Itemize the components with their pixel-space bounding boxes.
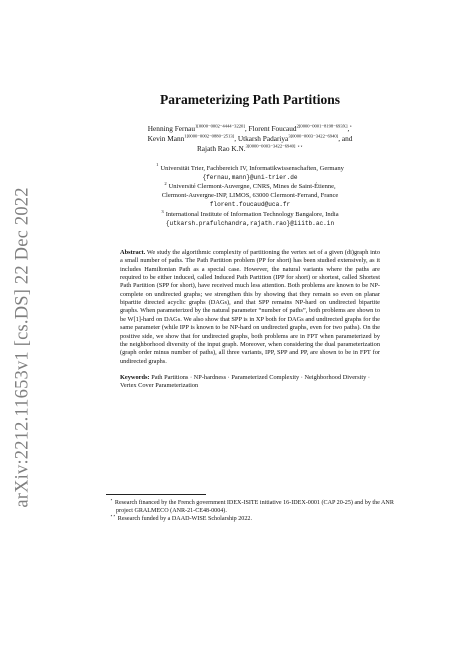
footnote: ⋆⋆Research funded by a DAAD-WISE Scholarship 2022. [110,513,252,523]
orcid-id: 3[0000−0003−3422−6940] [288,133,339,139]
arxiv-stamp [8,182,38,512]
abstract-label: Abstract. [120,248,146,256]
email: florent.foucaud@uca.fr [209,201,291,209]
footnote-mark: ⋆⋆ [297,143,304,149]
footnote-mark: ⋆ [349,123,353,129]
footnote: ⋆Research financed by the French government IDEX-ISITE initiative 16-IDEX-0001 (CAP 20-25) and by the ANR project GRALMECO (ANR-21-CE48-0004). [110,496,394,515]
orcid-id: 2[0000−0001−8198−693X] [296,123,348,129]
paper-title: Parameterizing Path Partitions [160,92,340,107]
email: {fernau,mann}@uni-trier.de [202,173,298,181]
author: Utkarsh Padariya$^{3[0000-0003-3422-6940]}$, and [237,133,353,144]
author: Kevin Mann$^{1[0000-0002-0880-2513]}$, [147,133,238,144]
author: Florent Foucaud$^{2[0000-0001-8198-693X]}$,⋆ [248,123,353,133]
affiliation: $^1$ Universität Trier, Fachbereich IV, Informatikwissenschaften, Germany {fernau,mann}@uni-trier.de [156,162,344,181]
footnotes [106,494,394,524]
keywords-text: Path Partitions · NP-hardness · Parameterized Complexity · Neighborhood Diversity · Vertex Cover Parameterization [120,373,371,390]
arxiv-id: arXiv:2212.11653v1 [cs.DS] 22 Dec 2022 [12,186,33,508]
affiliation: $^2$ Université Clermont-Auvergne, CNRS, Mines de Saint-Étienne, Clermont-Auvergne-INP, LIMOS, 63000 Clermont-Ferrand, France florent.foucaud@uca.fr [161,181,339,209]
orcid-id: 1[0000−0002−0880−2513] [184,133,235,139]
author: Rajath Rao K.N.$^{3[0000-0003-3422-6940]}$ ⋆⋆ [196,143,304,154]
orcid-id: 3[0000−0003−3422−6940] [245,143,296,149]
keywords [120,374,380,391]
author: Henning Fernau$^{1[0000-0002-4444-3220]}$, [147,123,249,133]
keywords-label: Keywords: [120,373,150,381]
affiliation: $^3$ International Institute of Information Technology Bangalore, India {utkarsh.prafulchandra,rajath.rao}@iiitb.ac.in [161,208,339,228]
affiliations [106,162,394,229]
abstract-text: We study the algorithmic complexity of partitioning the vertex set of a given (di)graph into a small number of paths. The Path Partition problem (PP for short) has been studied extensively, as it includes Hamiltonian Path as a special case. However, the natural variants where the paths are required to be either induced, called Induced Path Partition (IPP for short) or shortest, called Shortest Path Partition (SPP for short), have received much less attention. Both problems are known to be NP-complete on undirected graphs; we strengthen this by showing that they remain so even on planar bipartite directed acyclic graphs (DAGs), and that SPP remains NP-hard on undirected bipartite graphs. When parameterized by the natural parameter “number of paths”, both problems are shown to be W[1]-hard on DAGs. We also show that SPP is in XP both for DAGs and undirected graphs for the same parameter (while IPP is known to be NP-hard on undirected graphs, even for two paths). On the positive side, we show that for undirected graphs, both problems are in FPT when parameterized by the neighborhood diversity of the input graph. Moreover, when considering the dual parameterization (graph order minus number of paths), all three variants, IPP, SPP and PP, are shown to be in FPT for undirected graphs. [120,248,380,365]
paper-page [106,92,394,391]
footnote-rule [106,494,206,495]
abstract [120,249,380,366]
author-list [106,124,394,155]
email: {utkarsh.prafulchandra,rajath.rao}@iiitb.ac.in [165,220,335,228]
orcid-id: 1[0000−0002−4444−3220] [195,123,245,129]
